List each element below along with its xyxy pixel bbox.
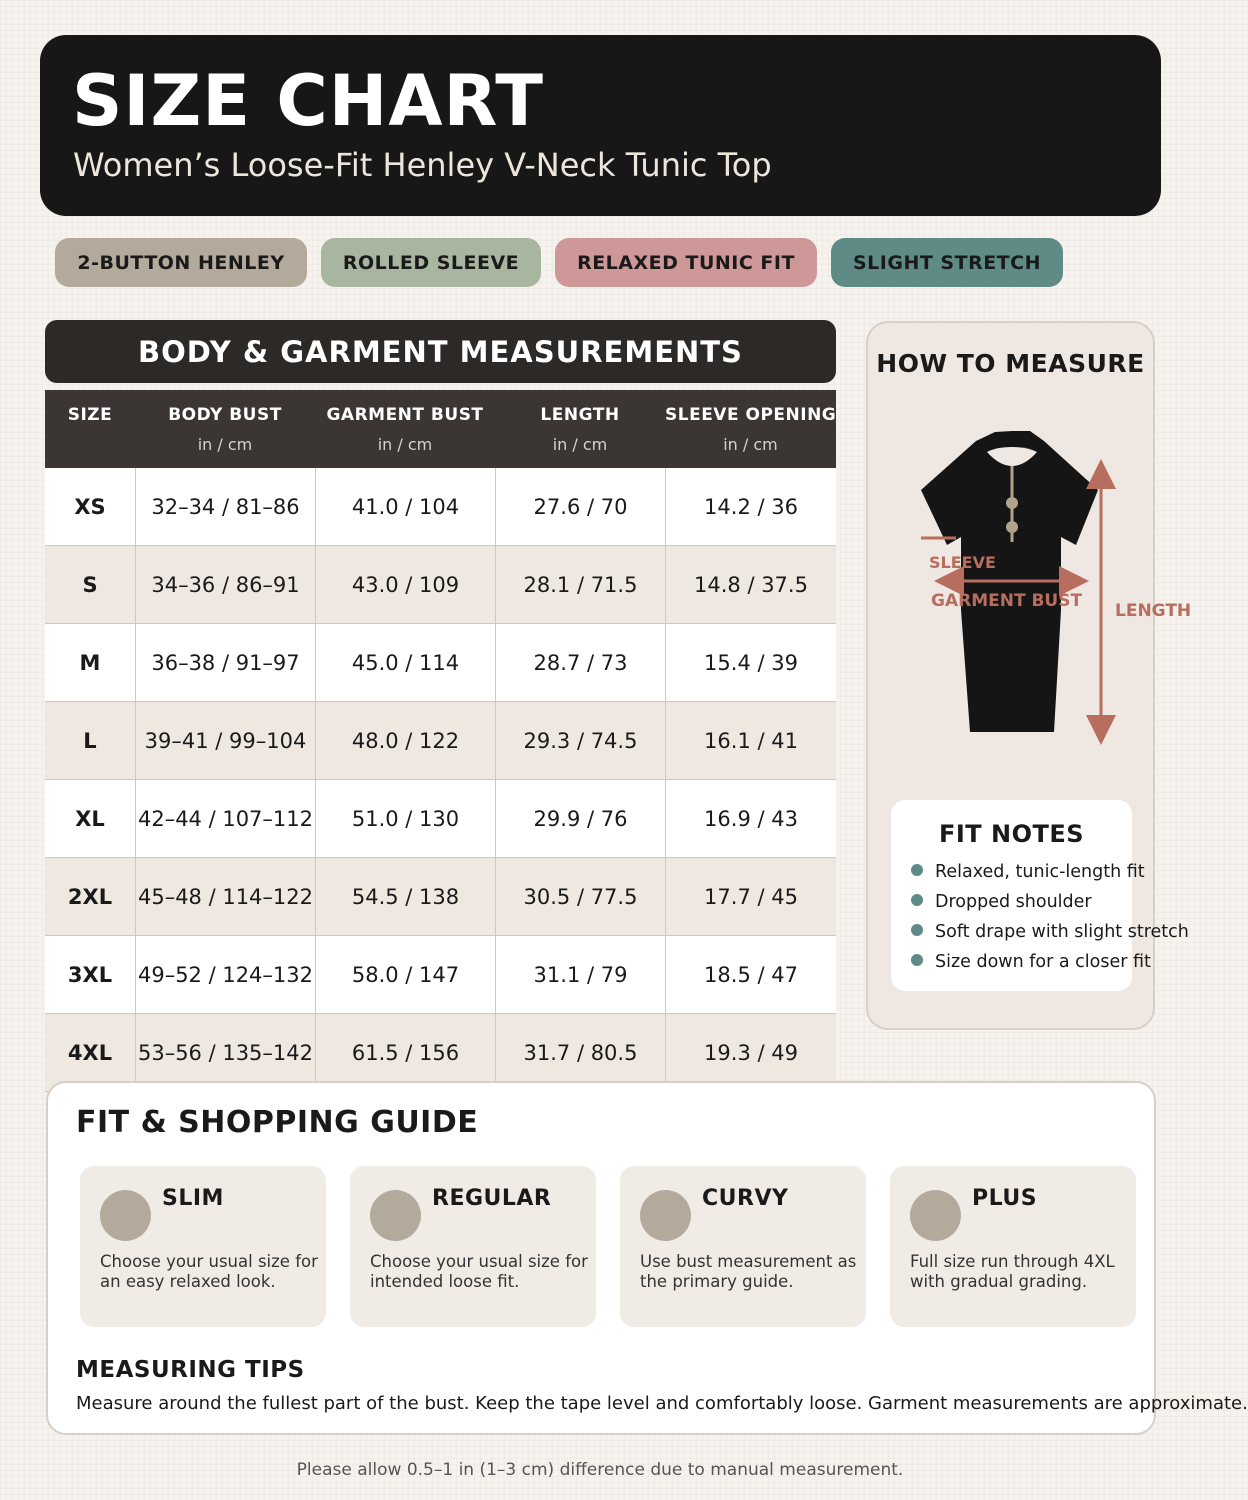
measurement-cell: 29.9 / 76: [495, 780, 665, 857]
bust-label: GARMENT BUST: [931, 591, 1083, 611]
bullet-dot-icon: [911, 954, 923, 966]
header-unit: in / cm: [723, 435, 778, 454]
measuring-tips-title: MEASURING TIPS: [76, 1357, 305, 1383]
measurement-cell: 34–36 / 86–91: [135, 546, 315, 623]
size-cell: S: [82, 572, 98, 597]
header-unit: in / cm: [197, 435, 253, 454]
measurement-cell: 36–38 / 91–97: [135, 624, 315, 701]
fit-card-regular: [350, 1166, 596, 1327]
header-label: SLEEVE OPENING: [665, 405, 837, 425]
fit-notes-card: [891, 800, 1189, 991]
table-row: [45, 858, 836, 936]
fit-note-item: [911, 862, 1145, 882]
header-unit: in / cm: [377, 435, 433, 454]
header-label: GARMENT BUST: [326, 405, 484, 425]
measurement-cell: 32–34 / 81–86: [135, 468, 315, 545]
size-table: [45, 390, 836, 1080]
how-to-measure-panel: [866, 321, 1192, 1030]
header-label: LENGTH: [540, 405, 620, 425]
measurement-cell: 14.2 / 36: [665, 468, 836, 545]
bullet-dot-icon: [911, 924, 923, 936]
fit-note-text: Dropped shoulder: [935, 892, 1092, 912]
fit-note-item: [911, 922, 1189, 942]
measurement-cell: 43.0 / 109: [315, 546, 495, 623]
sleeve-label: SLEEVE: [929, 553, 996, 572]
measurement-cell: 45–48 / 114–122: [135, 858, 315, 935]
how-to-measure-title: HOW TO MEASURE: [876, 349, 1145, 378]
size-cell: XS: [74, 494, 106, 519]
measuring-tips-text: Measure around the fullest part of the bust. Keep the tape level and comfortably loose. Garment measurements are approximate.: [76, 1393, 1248, 1414]
measurement-cell: 39–41 / 99–104: [135, 702, 315, 779]
table-title: BODY & GARMENT MEASUREMENTS: [45, 320, 836, 383]
measurement-cell: 54.5 / 138: [315, 858, 495, 935]
page-subtitle: Women’s Loose-Fit Henley V-Neck Tunic Top: [73, 146, 772, 184]
body-type-icon: [910, 1190, 961, 1241]
measurement-cell: 48.0 / 122: [315, 702, 495, 779]
fit-card-title: SLIM: [162, 1186, 224, 1211]
fit-card-plus: [890, 1166, 1136, 1327]
tag-relaxed-fit: RELAXED TUNIC FIT: [555, 238, 817, 287]
length-label: LENGTH: [1115, 601, 1192, 621]
measurement-cell: 15.4 / 39: [665, 624, 836, 701]
measurement-cell: 18.5 / 47: [665, 936, 836, 1013]
measurement-cell: 58.0 / 147: [315, 936, 495, 1013]
size-cell: M: [79, 650, 101, 675]
measurement-cell: 31.7 / 80.5: [495, 1014, 665, 1091]
page-title: SIZE CHART: [72, 60, 545, 142]
table-row: [45, 546, 836, 624]
header-label: BODY BUST: [168, 405, 282, 425]
header-garment-bust: [315, 390, 495, 468]
header-banner: [40, 35, 1161, 216]
body-type-icon: [370, 1190, 421, 1241]
measurement-cell: 14.8 / 37.5: [665, 546, 836, 623]
fit-note-text: Size down for a closer fit: [935, 952, 1151, 972]
tag-rolled-sleeve: ROLLED SLEEVE: [321, 238, 541, 287]
measurement-cell: 53–56 / 135–142: [135, 1014, 315, 1091]
table-row: [45, 702, 836, 780]
fit-note-item: [911, 892, 1092, 912]
header-sleeve-opening: [665, 390, 836, 468]
fit-card-desc: Use bust measurement as the primary guide.: [640, 1252, 857, 1291]
measurement-cell: 49–52 / 124–132: [135, 936, 315, 1013]
table-row: [45, 624, 836, 702]
tag-slight-stretch: SLIGHT STRETCH: [831, 238, 1063, 287]
measurement-cell: 19.3 / 49: [665, 1014, 836, 1091]
size-cell: 4XL: [67, 1040, 113, 1065]
measurement-cell: 45.0 / 114: [315, 624, 495, 701]
tunic-diagram: [868, 323, 1192, 793]
size-cell: XL: [75, 806, 105, 831]
header-size: [45, 390, 135, 468]
button-icon: [1006, 497, 1018, 509]
measurement-cell: 41.0 / 104: [315, 468, 495, 545]
fit-card-desc: Choose your usual size for an easy relaxed look.: [100, 1252, 318, 1291]
measurement-cell: 27.6 / 70: [495, 468, 665, 545]
header-label: SIZE: [67, 405, 113, 425]
fit-card-slim: [80, 1166, 326, 1327]
measurement-cell: 30.5 / 77.5: [495, 858, 665, 935]
fit-note-item: [911, 952, 1151, 972]
fit-card-desc: Full size run through 4XL with gradual grading.: [910, 1252, 1115, 1291]
table-header-row: [45, 390, 836, 468]
measurement-cell: 17.7 / 45: [665, 858, 836, 935]
fit-notes-title: FIT NOTES: [938, 820, 1085, 848]
body-type-icon: [640, 1190, 691, 1241]
size-cell: 3XL: [67, 962, 113, 987]
measurement-cell: 16.9 / 43: [665, 780, 836, 857]
measurement-cell: 29.3 / 74.5: [495, 702, 665, 779]
size-cell: L: [83, 728, 97, 753]
header-body-bust: [135, 390, 315, 468]
measurement-cell: 28.1 / 71.5: [495, 546, 665, 623]
table-row: [45, 780, 836, 858]
body-type-icon: [100, 1190, 151, 1241]
bullet-dot-icon: [911, 894, 923, 906]
footer-note: Please allow 0.5–1 in (1–3 cm) difference due to manual measurement.: [296, 1460, 904, 1480]
table-row: [45, 936, 836, 1014]
fit-card-title: REGULAR: [432, 1186, 552, 1211]
fit-card-curvy: [620, 1166, 866, 1327]
measurement-cell: 28.7 / 73: [495, 624, 665, 701]
table-row: [45, 468, 836, 546]
fit-note-text: Relaxed, tunic-length fit: [935, 862, 1145, 882]
measurement-cell: 16.1 / 41: [665, 702, 836, 779]
size-cell: 2XL: [67, 884, 113, 909]
bullet-dot-icon: [911, 864, 923, 876]
guide-title: FIT & SHOPPING GUIDE: [76, 1105, 479, 1140]
fit-note-text: Soft drape with slight stretch: [935, 922, 1189, 942]
measurement-cell: 42–44 / 107–112: [135, 780, 315, 857]
header-unit: in / cm: [552, 435, 608, 454]
button-icon: [1006, 521, 1018, 533]
measurement-cell: 31.1 / 79: [495, 936, 665, 1013]
fit-card-desc: Choose your usual size for intended loose fit.: [370, 1252, 588, 1291]
measurement-cell: 51.0 / 130: [315, 780, 495, 857]
tag-henley: 2-BUTTON HENLEY: [55, 238, 307, 287]
header-length: [495, 390, 665, 468]
fit-card-title: CURVY: [702, 1186, 789, 1211]
fit-card-title: PLUS: [972, 1186, 1038, 1211]
fit-shopping-guide: [46, 1081, 1248, 1435]
measurement-cell: 61.5 / 156: [315, 1014, 495, 1091]
